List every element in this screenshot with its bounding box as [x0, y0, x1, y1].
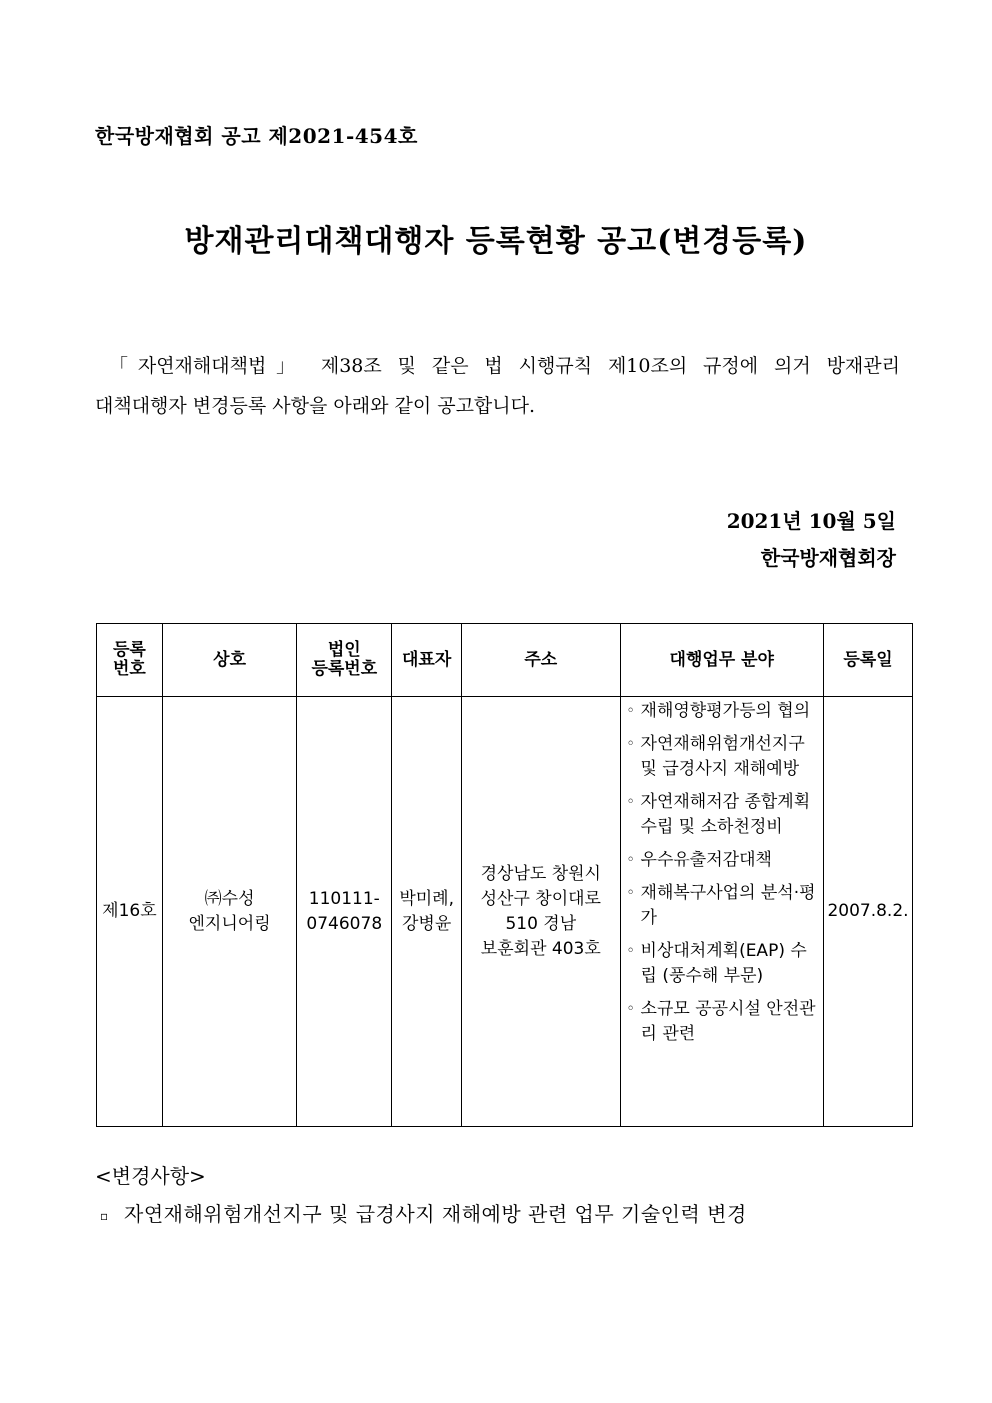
- cell-rep-line-1: 박미례,: [399, 888, 454, 909]
- header-company: 상호: [162, 624, 297, 697]
- header-reg-no: [97, 624, 163, 697]
- cell-corp-no-line-1: 110111-: [308, 888, 380, 909]
- cell-business: [620, 697, 823, 1127]
- notice-number: 한국방재협회 공고 제2021-454호: [95, 124, 418, 148]
- cell-corp-no-line-2: 0746078: [306, 913, 383, 934]
- list-item: ◦ 우수유출저감대책: [627, 848, 819, 873]
- header-reg-no-line-2: 번호: [112, 659, 146, 679]
- signer: 한국방재협회장: [760, 546, 896, 570]
- header-business: 대행업무 분야: [620, 624, 823, 697]
- list-item: ◦ 소규모 공공시설 안전관리 관련: [627, 997, 819, 1047]
- list-item: ◦ 자연재해저감 종합계획 수립 및 소하천정비: [627, 790, 819, 840]
- changes-item: [100, 1198, 747, 1227]
- cell-reg-date: 2007.8.2.: [823, 697, 912, 1127]
- list-item: ◦ 자연재해위험개선지구 및 급경사지 재해예방: [627, 732, 819, 782]
- table-header-row: [97, 624, 913, 697]
- notice-body: [95, 346, 900, 426]
- list-item: ◦ 비상대처계획(EAP) 수립 (풍수해 부문): [627, 939, 819, 989]
- cell-address-line-3: 510 경남: [505, 913, 577, 934]
- cell-representative: [392, 697, 462, 1127]
- cell-address-line-4: 보훈회관 403호: [480, 938, 601, 959]
- header-corp-no-line-2: 등록번호: [311, 659, 378, 679]
- header-reg-date: 등록일: [823, 624, 912, 697]
- notice-body-line-2: 대책대행자 변경등록 사항을 아래와 같이 공고합니다.: [95, 395, 536, 417]
- cell-corp-no: [297, 697, 392, 1127]
- square-bullet-icon: ▫: [100, 1208, 109, 1223]
- notice-body-line-1: 「자연재해대책법」 제38조 및 같은 법 시행규칙 제10조의 규정에 의거 방재관리: [109, 355, 900, 377]
- changes-item-text: 자연재해위험개선지구 및 급경사지 재해예방 관련 업무 기술인력 변경: [124, 1202, 747, 1226]
- cell-company-line-2: 엔지니어링: [188, 913, 271, 934]
- header-corp-no: [297, 624, 392, 697]
- notice-date: 2021년 10월 5일: [726, 509, 896, 533]
- table-row: [97, 697, 913, 1127]
- business-list: [627, 699, 819, 1047]
- header-corp-no-line-1: 법인: [327, 640, 361, 660]
- cell-company-line-1: ㈜수성: [204, 888, 255, 909]
- header-reg-no-line-1: 등록: [112, 640, 146, 660]
- cell-address: [462, 697, 620, 1127]
- list-item: ◦ 재해복구사업의 분석·평가: [627, 881, 819, 931]
- document-title: 방재관리대책대행자 등록현황 공고(변경등록): [184, 224, 808, 259]
- cell-address-line-2: 성산구 창이대로: [480, 888, 601, 909]
- registration-table: [96, 623, 913, 1127]
- changes-heading: <변경사항>: [95, 1164, 206, 1188]
- cell-reg-no: 제16호: [97, 697, 163, 1127]
- header-address: 주소: [462, 624, 620, 697]
- cell-address-line-1: 경상남도 창원시: [480, 863, 601, 884]
- header-representative: 대표자: [392, 624, 462, 697]
- cell-company: [162, 697, 297, 1127]
- list-item: ◦ 재해영향평가등의 협의: [627, 699, 819, 724]
- cell-rep-line-2: 강병윤: [402, 913, 452, 934]
